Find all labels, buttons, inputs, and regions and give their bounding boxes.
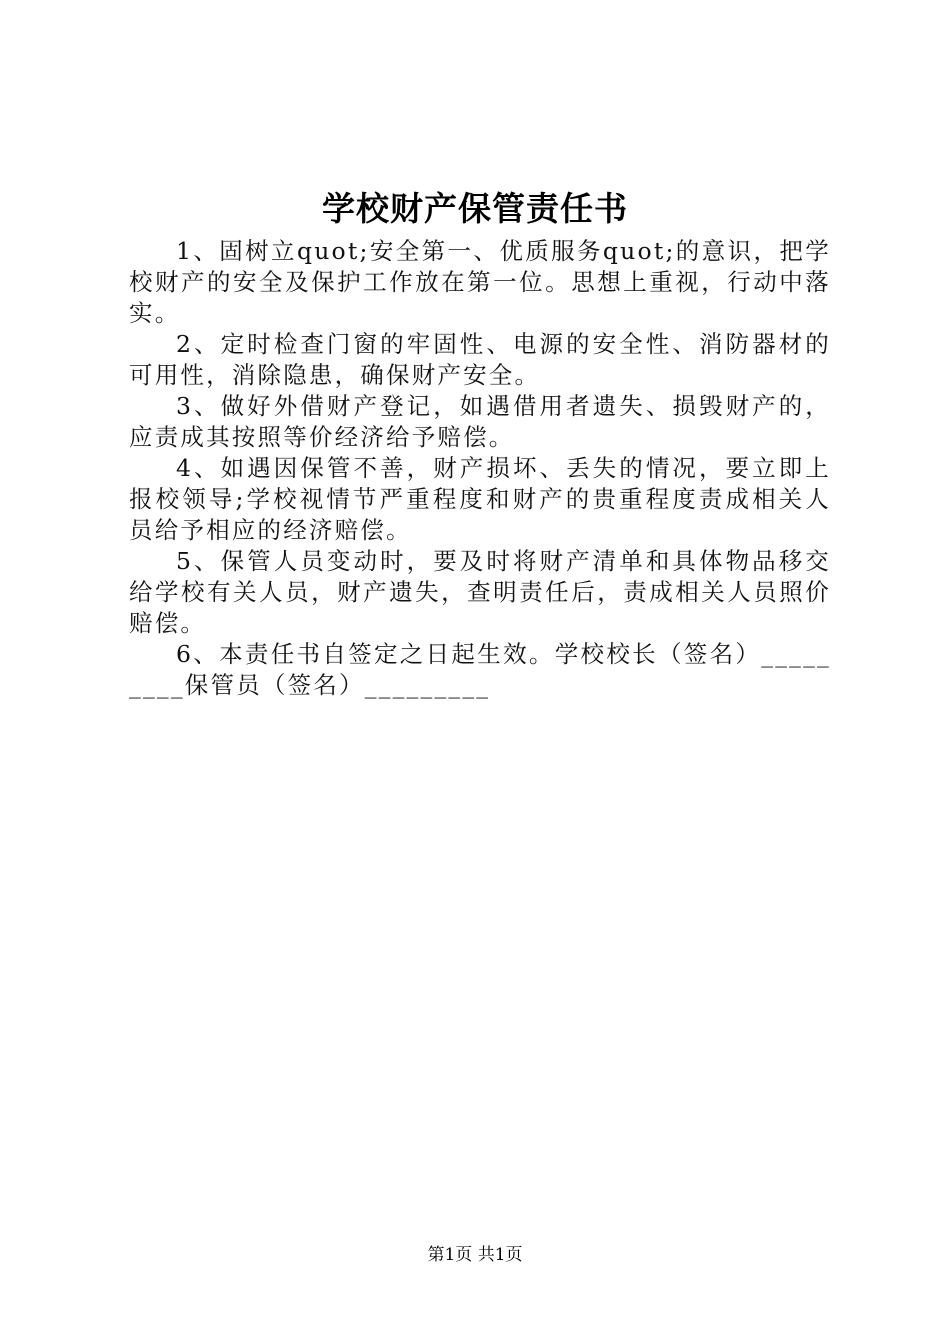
paragraph-4: 4、如遇因保管不善，财产损坏、丢失的情况，要立即上报校领导;学校视情节严重程度和财产的贵重程度责成相关人员给予相应的经济赔偿。 [129,454,831,544]
document-title: 学校财产保管责任书 [322,189,628,228]
paragraph-6: 6、本责任书自签定之日起生效。学校校长（签名）_________保管员（签名）_________ [129,640,831,699]
page-number-footer: 第1页 共1页 [427,1245,523,1265]
paragraph-3: 3、做好外借财产登记，如遇借用者遗失、损毁财产的，应责成其按照等价经济给予赔偿。 [129,392,831,451]
document-body [129,236,831,701]
paragraph-5: 5、保管人员变动时，要及时将财产清单和具体物品移交给学校有关人员，财产遗失，查明责任后，责成相关人员照价赔偿。 [129,547,831,637]
paragraph-2: 2、定时检查门窗的牢固性、电源的安全性、消防器材的可用性，消除隐患，确保财产安全。 [129,330,831,389]
paragraph-1: 1、固树立quot;安全第一、优质服务quot;的意识，把学校财产的安全及保护工作放在第一位。思想上重视，行动中落实。 [129,237,831,327]
